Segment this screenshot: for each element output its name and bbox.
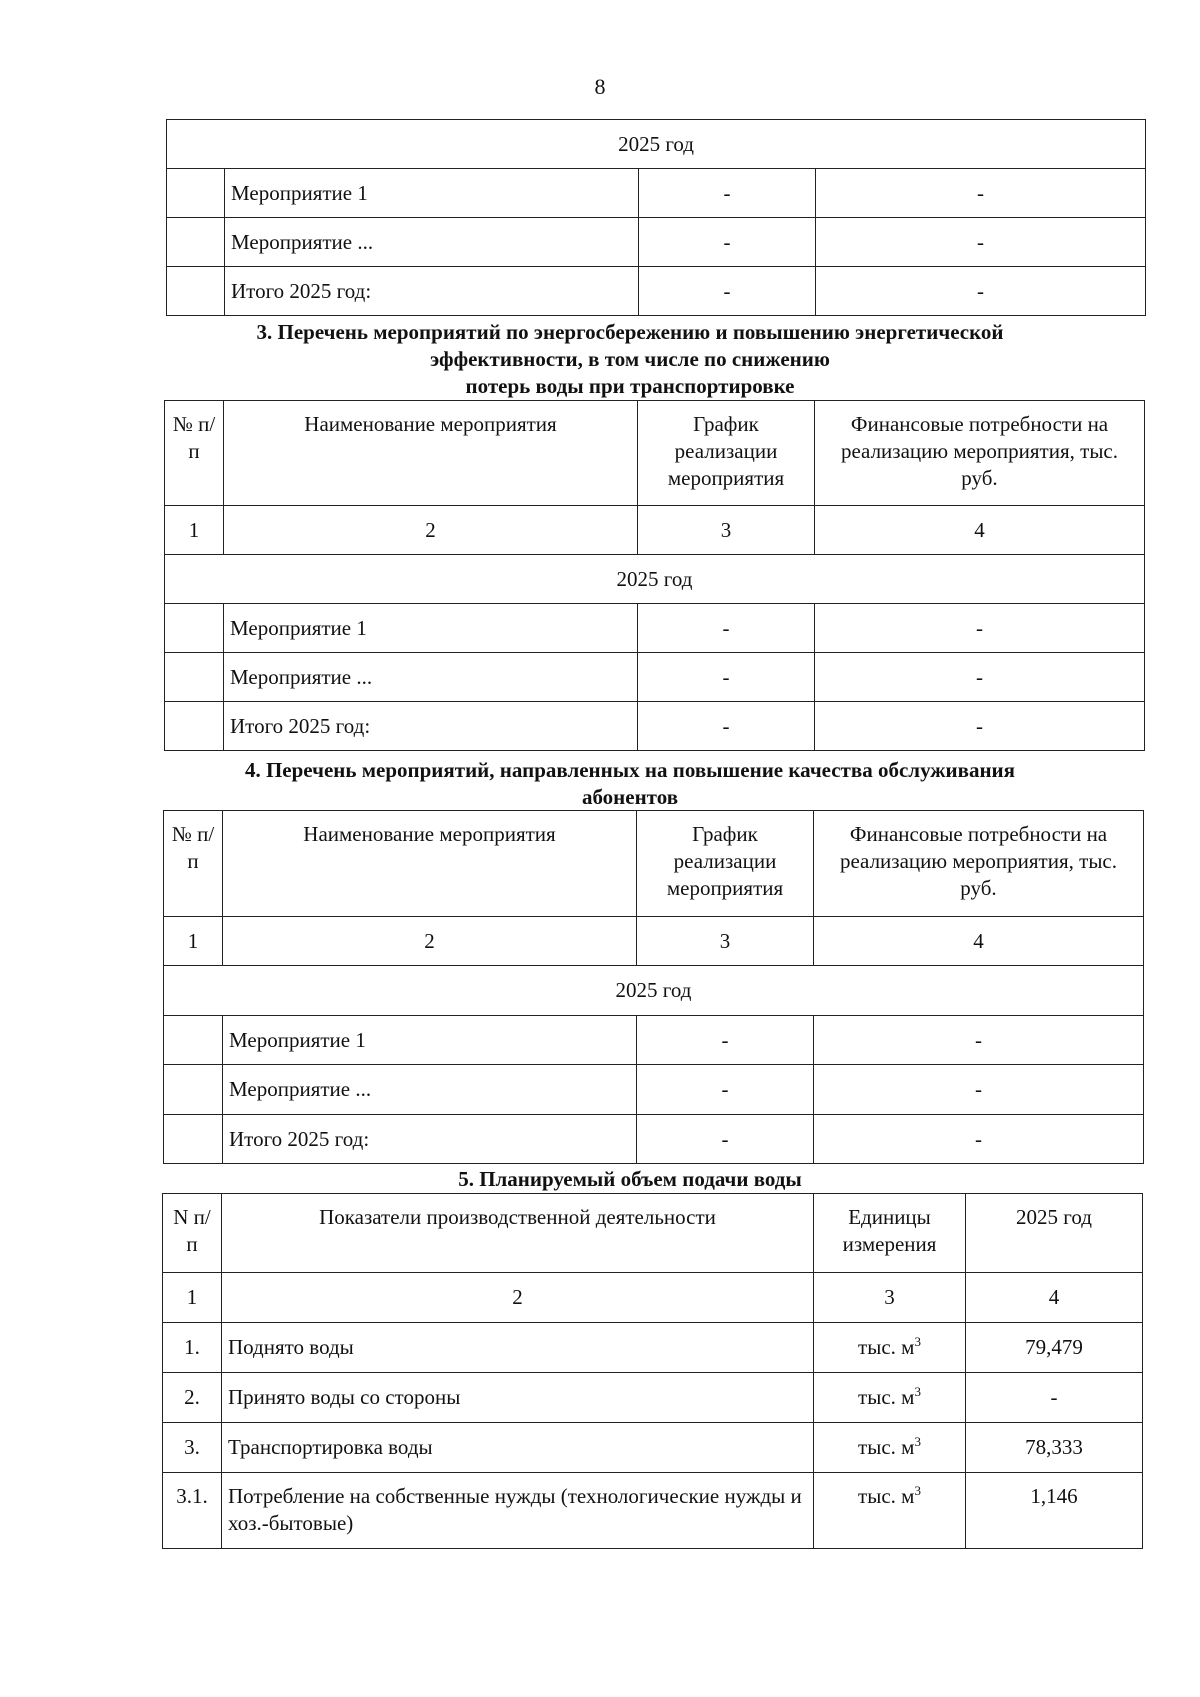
table-header: № п/п Наименование мероприятия График реализации мероприятия Финансовые потребности на реализацию мероприятия, тыс. руб. bbox=[165, 401, 1145, 506]
table-row: 3. Транспортировка воды тыс. $м^3$ 78,333 bbox=[163, 1423, 1143, 1473]
table-row: 2. Принято воды со стороны тыс. $м^3$ - bbox=[163, 1373, 1143, 1423]
table-row: Мероприятие 1 - - bbox=[167, 169, 1146, 218]
section5-table bbox=[162, 1193, 1143, 1549]
column-numbers-row: 1 2 3 4 bbox=[165, 506, 1145, 555]
table-row: 3.1. Потребление на собственные нужды (технологические нужды и хоз.-бытовые) тыс. $м^3$ 1,146 bbox=[163, 1473, 1143, 1549]
section4-title: 4. Перечень мероприятий, направленных на повышение качества обслуживания абонентов bbox=[244, 758, 1016, 809]
page-number: 8 bbox=[594, 74, 606, 99]
unit-cell: тыс. $м^3$ bbox=[814, 1473, 966, 1549]
year-row: 2025 год bbox=[164, 966, 1144, 1016]
table-header: N п/п Показатели производственной деятельности Единицы измерения 2025 год bbox=[163, 1194, 1143, 1273]
section4-table bbox=[163, 810, 1144, 1164]
table-row: Мероприятие 1 - - bbox=[165, 604, 1145, 653]
year-row: 2025 год bbox=[165, 555, 1145, 604]
table-header: № п/п Наименование мероприятия График реализации мероприятия Финансовые потребности на реализацию мероприятия, тыс. руб. bbox=[164, 811, 1144, 917]
column-numbers-row: 1 2 3 4 bbox=[163, 1273, 1143, 1323]
table-row: Мероприятие ... - - bbox=[167, 218, 1146, 267]
table-row: Мероприятие ... - - bbox=[165, 653, 1145, 702]
table-row: Итого 2025 год: - - bbox=[164, 1115, 1144, 1164]
column-numbers-row: 1 2 3 4 bbox=[164, 917, 1144, 966]
year-row: 2025 год bbox=[167, 120, 1146, 169]
table-row: Мероприятие 1 - - bbox=[164, 1016, 1144, 1065]
table-row: Итого 2025 год: - - bbox=[167, 267, 1146, 316]
section3-table bbox=[164, 400, 1145, 751]
section5-title: 5. Планируемый объем подачи воды bbox=[458, 1167, 802, 1191]
section2-tail-table bbox=[166, 119, 1146, 316]
unit-cell: тыс. $м^3$ bbox=[814, 1323, 966, 1373]
table-row: Мероприятие ... - - bbox=[164, 1065, 1144, 1115]
unit-cell: тыс. $м^3$ bbox=[814, 1373, 966, 1423]
table-row: Итого 2025 год: - - bbox=[165, 702, 1145, 751]
section3-title: 3. Перечень мероприятий по энергосбережению и повышению энергетической эффективности, в том числе по снижению потерь воды при транспортировке bbox=[256, 320, 1004, 398]
unit-cell: тыс. $м^3$ bbox=[814, 1423, 966, 1473]
table-row: 1. Поднято воды тыс. $м^3$ 79,479 bbox=[163, 1323, 1143, 1373]
